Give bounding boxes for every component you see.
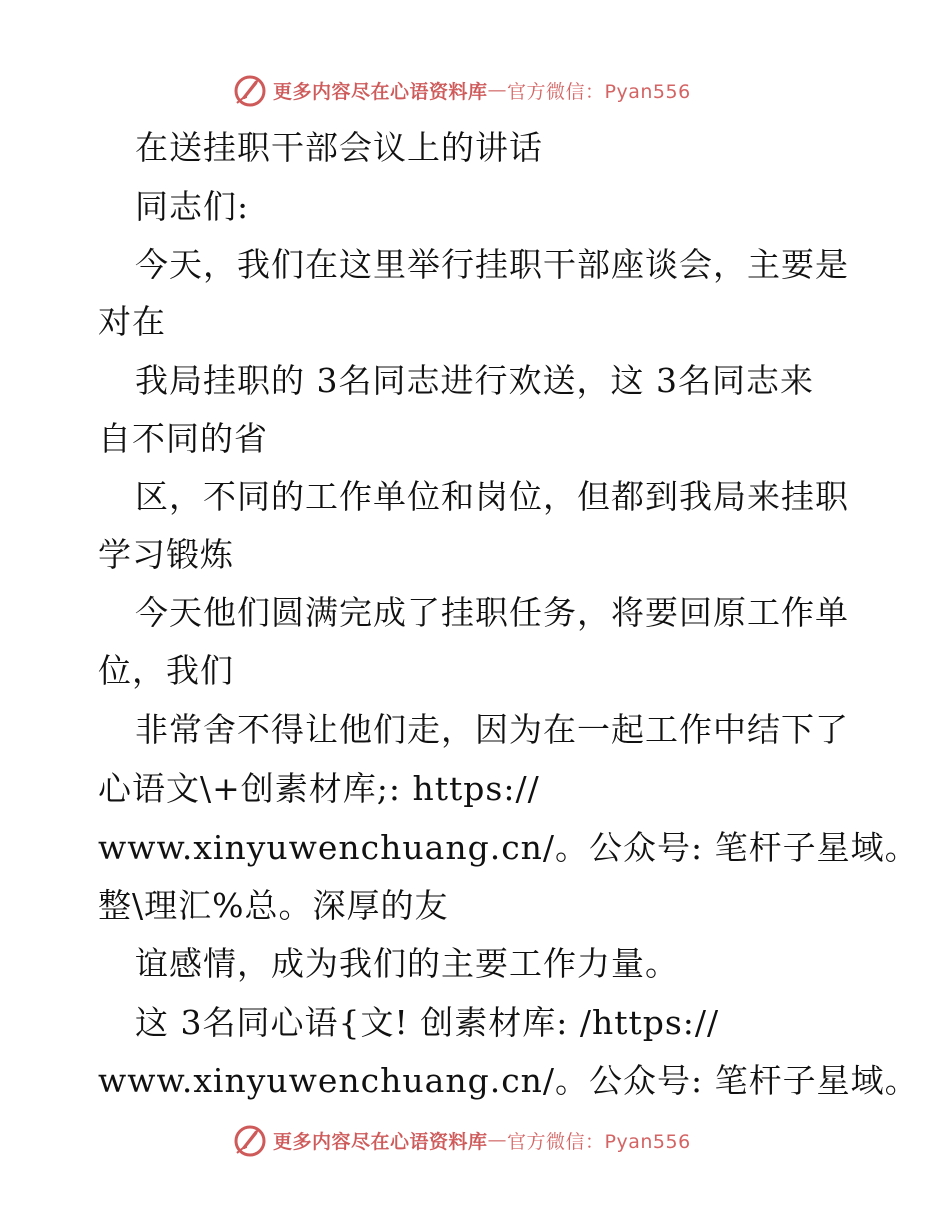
doc-line: 自不同的省 xyxy=(98,419,268,458)
doc-line: 区，不同的工作单位和岗位，但都到我局来挂职 xyxy=(135,477,849,516)
doc-line: 今天他们圆满完成了挂职任务，将要回原工作单 xyxy=(135,593,849,632)
doc-title: 在送挂职干部会议上的讲话 xyxy=(135,128,543,167)
doc-line: 谊感情，成为我们的主要工作力量。 xyxy=(135,944,679,983)
doc-line: 非常舍不得让他们走，因为在一起工作中结下了 xyxy=(135,710,849,749)
doc-line: 整\理汇%总。深厚的友 xyxy=(98,886,449,925)
banner-contact: 官方微信：Pyan556 xyxy=(507,1130,691,1153)
doc-line: www.xinyuwenchuang.cn/。公众号: 笔杆子星域。 xyxy=(98,1061,919,1100)
doc-line: 这 3名同心语{文! 创素材库: /https:// xyxy=(135,1003,720,1042)
banner-title: 更多内容尽在心语资料库 xyxy=(273,1130,488,1153)
doc-line: 今天，我们在这里举行挂职干部座谈会，主要是 xyxy=(135,245,849,284)
quill-logo-icon xyxy=(233,73,267,107)
doc-line: 位，我们 xyxy=(98,651,234,690)
doc-line: 心语文\+创素材库;: https:// xyxy=(98,769,540,808)
banner-title: 更多内容尽在心语资料库 xyxy=(273,80,488,103)
banner-dash: — xyxy=(487,1129,508,1151)
header-watermark-banner xyxy=(233,70,713,110)
doc-line: 对在 xyxy=(98,302,166,341)
doc-line: 我局挂职的 3名同志进行欢送，这 3名同志来 xyxy=(135,361,814,400)
banner-contact: 官方微信：Pyan556 xyxy=(507,80,691,103)
doc-line: 学习锻炼 xyxy=(98,535,234,574)
doc-line: 同志们: xyxy=(135,187,250,226)
doc-line: www.xinyuwenchuang.cn/。公众号: 笔杆子星域。 xyxy=(98,828,919,867)
banner-dash: — xyxy=(487,79,508,101)
quill-logo-icon xyxy=(233,1123,267,1157)
footer-watermark-banner xyxy=(233,1120,713,1160)
